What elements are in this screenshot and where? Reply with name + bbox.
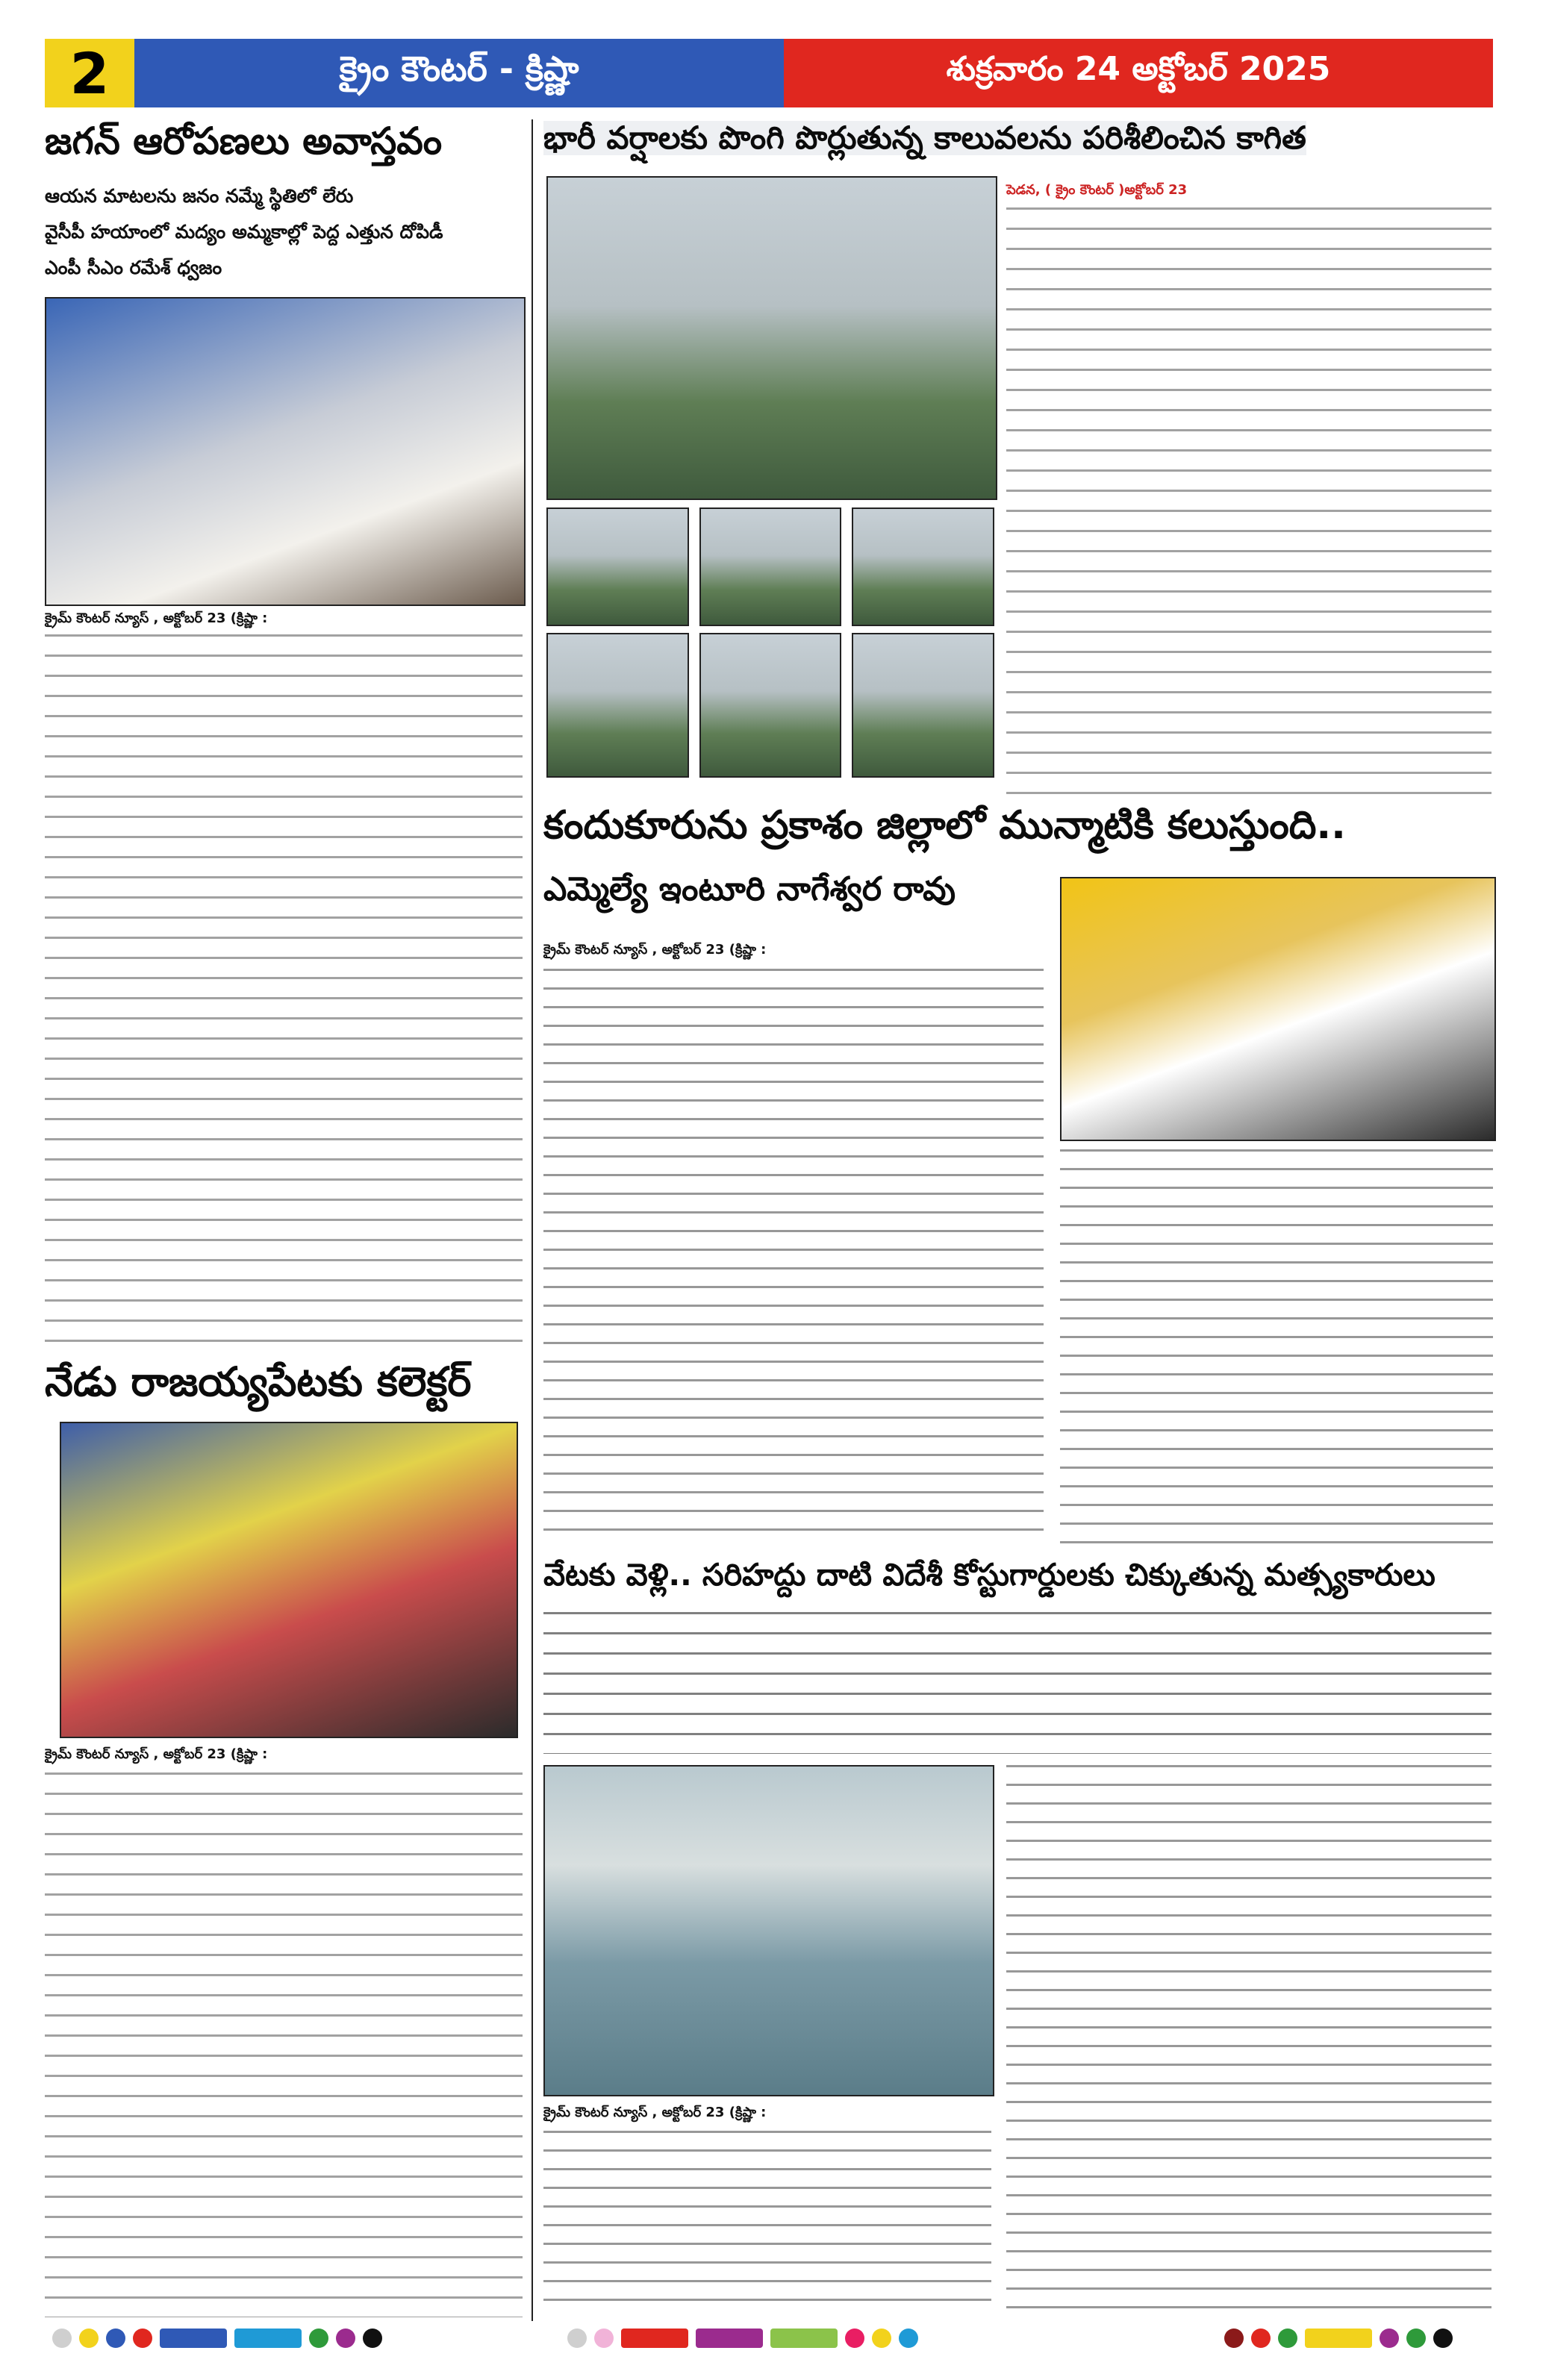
story-fishermen-body-left (543, 2131, 991, 2317)
story-collector-dateline: క్రైమ్ కౌంటర్ న్యూస్ , అక్టోబర్ 23 (క్రిష్ణా : (45, 1746, 268, 1762)
registration-dot (594, 2329, 614, 2348)
registration-dot (1380, 2329, 1399, 2348)
story-jagan-headline: జగన్ ఆరోపణలు అవాస్తవం (45, 119, 443, 163)
registration-bar (234, 2329, 302, 2348)
registration-dot (1251, 2329, 1271, 2348)
canal-photo-row-1 (546, 507, 994, 623)
registration-dot (845, 2329, 864, 2348)
canal-photo (546, 507, 689, 626)
registration-dot (872, 2329, 891, 2348)
color-registration-marks-right (1224, 2329, 1453, 2348)
registration-dot (1433, 2329, 1453, 2348)
story-kandukur-body-right (1060, 1149, 1493, 1545)
color-registration-marks-center (567, 2329, 918, 2348)
registration-dot (336, 2329, 355, 2348)
fishing-boat-photo (543, 1765, 994, 2096)
registration-dot (363, 2329, 382, 2348)
date-line: శుక్రవారం 24 అక్టోబర్ 2025 (784, 39, 1493, 107)
registration-dot (309, 2329, 328, 2348)
story-canals-dateline: పెడన, ( క్రైం కౌంటర్ )అక్టోబర్ 23 (1006, 182, 1188, 198)
registration-dot (899, 2329, 918, 2348)
registration-bar (621, 2329, 688, 2348)
story-canals-body (1006, 207, 1491, 797)
story-kandukur-dateline: క్రైమ్ కౌంటర్ న్యూస్ , అక్టోబర్ 23 (క్రిష్ణా : (543, 942, 767, 958)
story-jagan-body (45, 634, 523, 1343)
column-divider (532, 119, 533, 2321)
page-number: 2 (45, 39, 134, 107)
story-collector-headline: నేడు రాజయ్యపేటకు కలెక్టర్ (45, 1358, 472, 1405)
registration-bar (696, 2329, 763, 2348)
canal-photo-row-2 (546, 633, 994, 775)
story-jagan-subhead-3: ఎంపీ సీఎం రమేశ్ ధ్వజం (45, 257, 222, 278)
registration-bar (160, 2329, 227, 2348)
registration-bar (1305, 2329, 1372, 2348)
registration-dot (79, 2329, 99, 2348)
story-fishermen-lead (543, 1612, 1491, 1754)
registration-dot (1406, 2329, 1426, 2348)
edition-title: క్రైం కౌంటర్ - క్రిష్ణా (134, 39, 784, 107)
story-fishermen-headline: వేటకు వెళ్లి.. సరిహద్దు దాటి విదేశీ కోస్టుగార్డులకు చిక్కుతున్న మత్స్యకారులు (543, 1557, 1436, 1593)
registration-bar (770, 2329, 838, 2348)
canal-photo (699, 633, 842, 778)
story-kandukur-body-left (543, 969, 1044, 1543)
press-meet-photo (45, 297, 526, 606)
color-registration-marks-left (52, 2329, 382, 2348)
registration-dot (133, 2329, 152, 2348)
story-jagan-subhead-2: వైసీపీ హయాంలో మద్యం అమ్మకాల్లో పెద్ద ఎత్తున దోపిడీ (45, 221, 443, 243)
registration-dot (1278, 2329, 1297, 2348)
canal-photo (546, 633, 689, 778)
canal-photo (852, 633, 994, 778)
story-fishermen-body-right (1006, 1765, 1491, 2317)
registration-dot (567, 2329, 587, 2348)
story-collector-body (45, 1772, 523, 2317)
canal-inspection-photo-main (546, 176, 997, 500)
registration-dot (106, 2329, 125, 2348)
story-canals-headline: భారీ వర్షాలకు పొంగి పొర్లుతున్న కాలువలను పరిశీలించిన కాగిత (543, 119, 1306, 156)
registration-dot (1224, 2329, 1244, 2348)
story-fishermen-dateline: క్రైమ్ కౌంటర్ న్యూస్ , అక్టోబర్ 23 (క్రిష్ణా : (543, 2105, 767, 2120)
registration-dot (52, 2329, 72, 2348)
canal-photo (852, 507, 994, 626)
story-jagan-subhead-1: ఆయన మాటలను జనం నమ్మే స్థితిలో లేరు (45, 185, 354, 207)
story-kandukur-headline: కందుకూరును ప్రకాశం జిల్లాలో మున్మాటికి కలుస్తుంది.. (543, 803, 1346, 848)
canal-photo (699, 507, 842, 626)
story-jagan-dateline: క్రైమ్ కౌంటర్ న్యూస్ , అక్టోబర్ 23 (క్రిష్ణా : (45, 610, 268, 626)
story-kandukur-subhead: ఎమ్మెల్యే ఇంటూరి నాగేశ్వర రావు (543, 870, 956, 908)
collector-event-photo (60, 1422, 518, 1738)
mla-press-photo (1060, 877, 1496, 1141)
